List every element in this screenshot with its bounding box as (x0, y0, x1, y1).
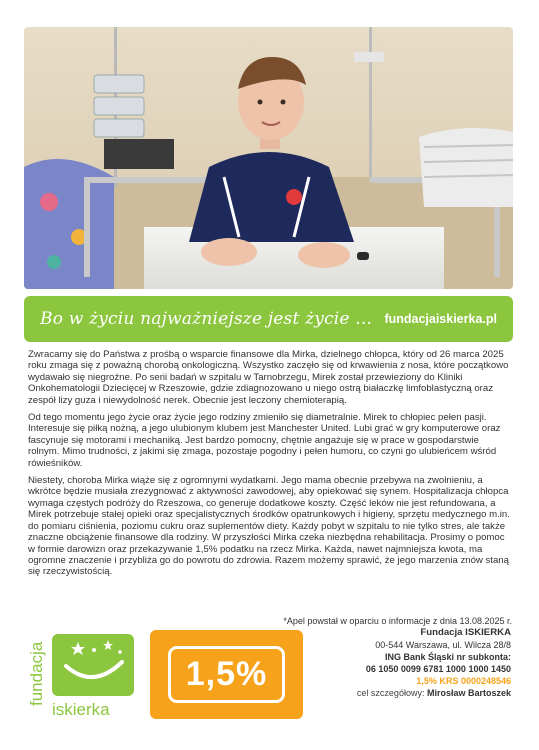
appeal-date-note: *Apel powstał w oparciu o informacje z dnia 13.08.2025 r. (283, 616, 512, 626)
logo-word-bottom: iskierka (52, 700, 110, 718)
tax-1-5-badge (150, 630, 303, 719)
goal-name: Mirosław Bartoszek (426, 688, 511, 698)
paragraph-3: Niestety, choroba Mirka wiąże się z ogromnymi wydatkami. Jego mama obecnie przebywa na zwolnieniu, a wkrótce będzie musiała zrezygnować z aktywności zawodowej, aby opiekować się synem. Hospitalizacja chłopca wymaga częstych podróży do Rzeszowa, co generuje dodatkowe koszty. Część leków nie jest refundowana, a Mirek potrzebuje stałej opieki oraz specjalistycznych środków opatrunkowych i higieny, sprzętu medycznego m.in. do pomiaru ciśnienia, poziomu cukru oraz suplementów diety. Każdy pobyt w szpitalu to nie tylko stres, ale także znaczne obciążenie finansowe dla rodziny. W przyszłości Mirka czeka niezbędna rehabilitacja. Prosimy o pomoc w formie darowizn oraz przekazywanie 1,5% podatku na rzecz Mirka. Każda, nawet najmniejsza kwota, ma ogromne znaczenie i przybliża go do powrotu do zdrowia. Razem możemy sprawić, że jego marzenia znów staną się rzeczywistością. (28, 475, 510, 578)
foundation-address: 00-544 Warszawa, ul. Wilcza 28/8 (375, 640, 511, 650)
fundacja-iskierka-logo (28, 632, 136, 718)
badge-text: 1,5% (185, 655, 268, 693)
krs-number: 1,5% KRS 0000248546 (416, 676, 511, 686)
slogan-banner (24, 296, 513, 342)
paragraph-2: Od tego momentu jego życie oraz życie jego rodziny zmieniło się diametralnie. Mirek to chłopiec pełen pasji. Interesuje się piłką nożną, a jego ulubionym klubem jest Manchester United. Lubi grać w gry komputerowe oraz fascynuje się motorami i mechaniką. Jest bardzo pomocny, chętnie angażuje się w prace w gospodarstwie rolnym. Mimo trudności, z jakimi się zmaga, pozostaje pogodny i pełen humoru, co czyni go ulubieńcem wśród rówieśników. (28, 412, 501, 469)
logo-word-top: fundacja (28, 641, 46, 706)
logo-graphic (28, 632, 136, 718)
goal-label: cel szczegółowy: (356, 688, 425, 698)
website-link[interactable]: fundacjaiskierka.pl (384, 312, 497, 326)
foundation-name: Fundacja ISKIERKA (420, 627, 511, 638)
contact-details (291, 627, 511, 699)
slogan-text: Bo w życiu najważniejsze jest życie ... (40, 309, 373, 329)
bank-label: ING Bank Śląski nr subkonta: (384, 652, 511, 662)
hero-photo (24, 27, 513, 289)
hospital-bed-photo (24, 27, 513, 289)
bank-account-number: 06 1050 0099 6781 1000 1000 1450 (365, 664, 511, 674)
appeal-text (28, 349, 512, 584)
paragraph-1: Zwracamy się do Państwa z prośbą o wsparcie finansowe dla Mirka, dzielnego chłopca, który od 26 marca 2025 roku zmaga się z poważną chorobą onkologiczną. Wszystko zaczęło się od krwawienia z nosa, które początkowo wydawało się niegroźne. Po serii badań w szpitalu w Tarnobrzegu, Mirek został przewieziony do Kliniki Onkohematologii Dziecięcej w Rzeszowie, gdzie zdiagnozowano u niego ostrą białaczkę limfoblastyczną oraz zespół lizy guza i niewydolność nerek. Obecnie jest leczony chemioterapią. (28, 349, 509, 406)
goal-line (291, 687, 511, 699)
